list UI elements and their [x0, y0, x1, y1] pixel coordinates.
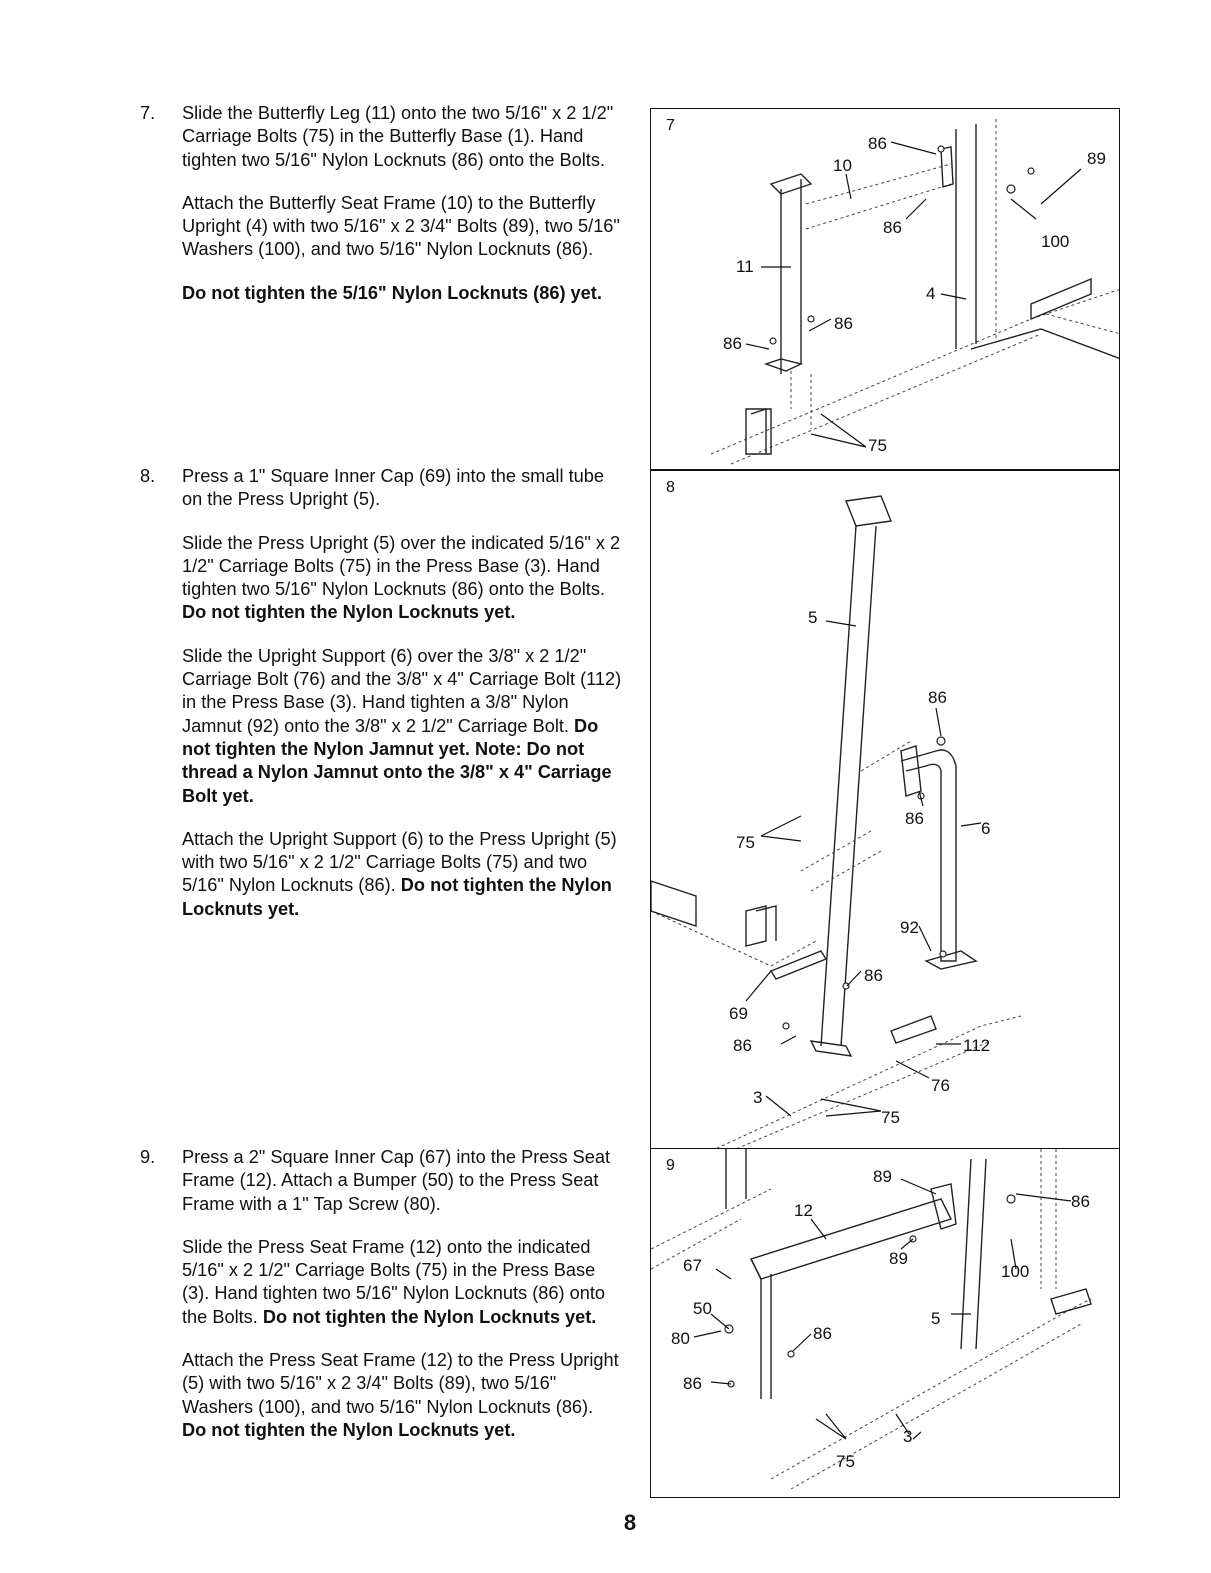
step-paragraph: Slide the Upright Support (6) over the 3/8" x 2 1/2" Carriage Bolt (76) and the 3/8" x 4" Carriage Bolt (112) in the Press Base (3). Hand tighten a 3/8" Nylon Jamnut (92) onto the 3/8" x 2 1/2" Carriage Bolt. Do not tighten the Nylon Jamnut yet. Note: Do not thread a Nylon Jamnut onto the 3/8" x 4" Carriage Bolt yet.: [182, 645, 622, 806]
step-paragraph: Slide the Press Seat Frame (12) onto the indicated 5/16" x 2 1/2" Carriage Bolts (75) in the Press Base (3). Hand tighten two 5/16" Nylon Locknuts (86) onto the Bolts. Do not tighten the Nylon Locknuts yet.: [182, 1236, 605, 1327]
page-number: 8: [623, 1510, 637, 1535]
step-paragraph: Attach the Butterfly Seat Frame (10) to the Butterfly Upright (4) with two 5/16" x 2 3/4" Bolts (89), two 5/16" Washers (100), and two 5/16" Nylon Locknuts (86).: [182, 192, 620, 260]
step-body: [182, 1146, 622, 1442]
step-paragraph: Slide the Butterfly Leg (11) onto the two 5/16" x 2 1/2" Carriage Bolts (75) in the Butterfly Base (1). Hand tighten two 5/16" Nylon Locknuts (86) onto the Bolts.: [182, 103, 614, 170]
step-paragraph: Attach the Upright Support (6) to the Press Upright (5) with two 5/16" x 2 1/2" Carriage Bolts (75) and two 5/16" Nylon Locknuts (86). Do not tighten the Nylon Locknuts yet.: [182, 828, 617, 919]
callout-75: 75: [836, 1452, 855, 1471]
callout-3: 3: [753, 1088, 763, 1107]
callout-3: 3: [903, 1427, 913, 1446]
fig9-hardware: [725, 1195, 1015, 1387]
callout-10: 10: [833, 156, 852, 175]
butterfly-seat-frame: [806, 147, 953, 229]
figure-8-drawing: [651, 471, 1120, 1150]
callout-86: 86: [683, 1374, 702, 1393]
callout-75: 75: [736, 833, 755, 852]
callout-67: 67: [683, 1256, 702, 1275]
fig7-leaders: [746, 142, 1081, 447]
figure-number: 9: [666, 1157, 675, 1174]
warning-text: Do not tighten the Nylon Locknuts yet.: [182, 1419, 516, 1440]
callout-86: 86: [723, 334, 742, 353]
butterfly-base: [711, 279, 1120, 464]
callout-112: 112: [963, 1036, 991, 1055]
callout-100: 100: [1001, 1262, 1030, 1281]
callout-86: 86: [905, 809, 924, 828]
figure-7-drawing: [651, 109, 1120, 470]
callout-6: 6: [981, 819, 991, 838]
fig7-hardware: [770, 146, 1034, 344]
callout-86: 86: [864, 966, 883, 985]
figure-number: 8: [666, 479, 675, 496]
press-base: [651, 741, 1021, 1150]
figure-7-panel: [650, 108, 1120, 470]
callout-69: 69: [729, 1004, 748, 1023]
callout-86: 86: [883, 218, 902, 237]
warning-text: Do not tighten the Nylon Locknuts yet.: [182, 602, 516, 623]
callout-4: 4: [926, 284, 936, 303]
butterfly-leg: [746, 174, 811, 454]
step-paragraph: Press a 2" Square Inner Cap (67) into the Press Seat Frame (12). Attach a Bumper (50) to the Press Seat Frame with a 1" Tap Screw (80).: [182, 1147, 611, 1214]
fig8-hardware: [783, 737, 946, 1029]
callout-5: 5: [808, 608, 818, 627]
callout-92: 92: [900, 918, 919, 937]
callout-80: 80: [671, 1329, 690, 1348]
callout-11: 11: [736, 257, 754, 276]
small-tube: [771, 951, 826, 979]
step-number: 8.: [140, 466, 156, 486]
figure-8-panel: [650, 470, 1120, 1150]
warning-text: Do not tighten the Nylon Locknuts yet.: [262, 1306, 597, 1327]
callout-86: 86: [834, 314, 853, 333]
step-number: 9.: [140, 1147, 156, 1167]
warning-text: Do not tighten the Nylon Locknuts yet.: [182, 875, 612, 919]
callout-89: 89: [889, 1249, 908, 1268]
step-paragraph: Slide the Press Upright (5) over the indicated 5/16" x 2 1/2" Carriage Bolts (75) in the Press Base (3). Hand tighten two 5/16" Nylon Locknuts (86) onto the Bolts. Do not tighten the Nylon Locknuts yet.: [182, 532, 621, 623]
callout-86: 86: [813, 1324, 832, 1343]
callout-86: 86: [1071, 1192, 1090, 1211]
figure-number: 7: [666, 117, 675, 134]
callout-89: 89: [873, 1167, 892, 1186]
figure-9-panel: [650, 1148, 1120, 1498]
step-paragraph: Attach the Press Seat Frame (12) to the Press Upright (5) with two 5/16" x 2 3/4" Bolts (89), two 5/16" Washers (100), and two 5/16" Nylon Locknuts (86). Do not tighten the Nylon Locknuts yet.: [182, 1350, 619, 1440]
step-body: [182, 102, 622, 305]
press-seat-frame: [751, 1184, 956, 1399]
callout-76: 76: [931, 1076, 950, 1095]
step-number: 7.: [140, 103, 156, 123]
step-body: [182, 465, 622, 921]
callout-100: 100: [1041, 232, 1070, 251]
callout-5: 5: [931, 1309, 941, 1328]
press-upright: [961, 1149, 1056, 1349]
step-paragraph: Press a 1" Square Inner Cap (69) into the small tube on the Press Upright (5).: [182, 466, 604, 510]
step-warning: Do not tighten the 5/16" Nylon Locknuts (86) yet.: [182, 282, 602, 303]
butterfly-upright: [956, 119, 996, 349]
callout-75: 75: [881, 1108, 900, 1127]
callout-86: 86: [868, 134, 887, 153]
figure-9-drawing: [651, 1149, 1120, 1498]
callout-50: 50: [693, 1299, 712, 1318]
callout-12: 12: [794, 1201, 813, 1220]
callout-86: 86: [928, 688, 947, 707]
callout-89: 89: [1087, 149, 1106, 168]
callout-75: 75: [868, 436, 887, 455]
callout-86: 86: [733, 1036, 752, 1055]
warning-text: Do not tighten the Nylon Jamnut yet. Note: Do not thread a Nylon Jamnut onto the 3/8" x 4" Carriage Bolt yet.: [182, 715, 612, 806]
